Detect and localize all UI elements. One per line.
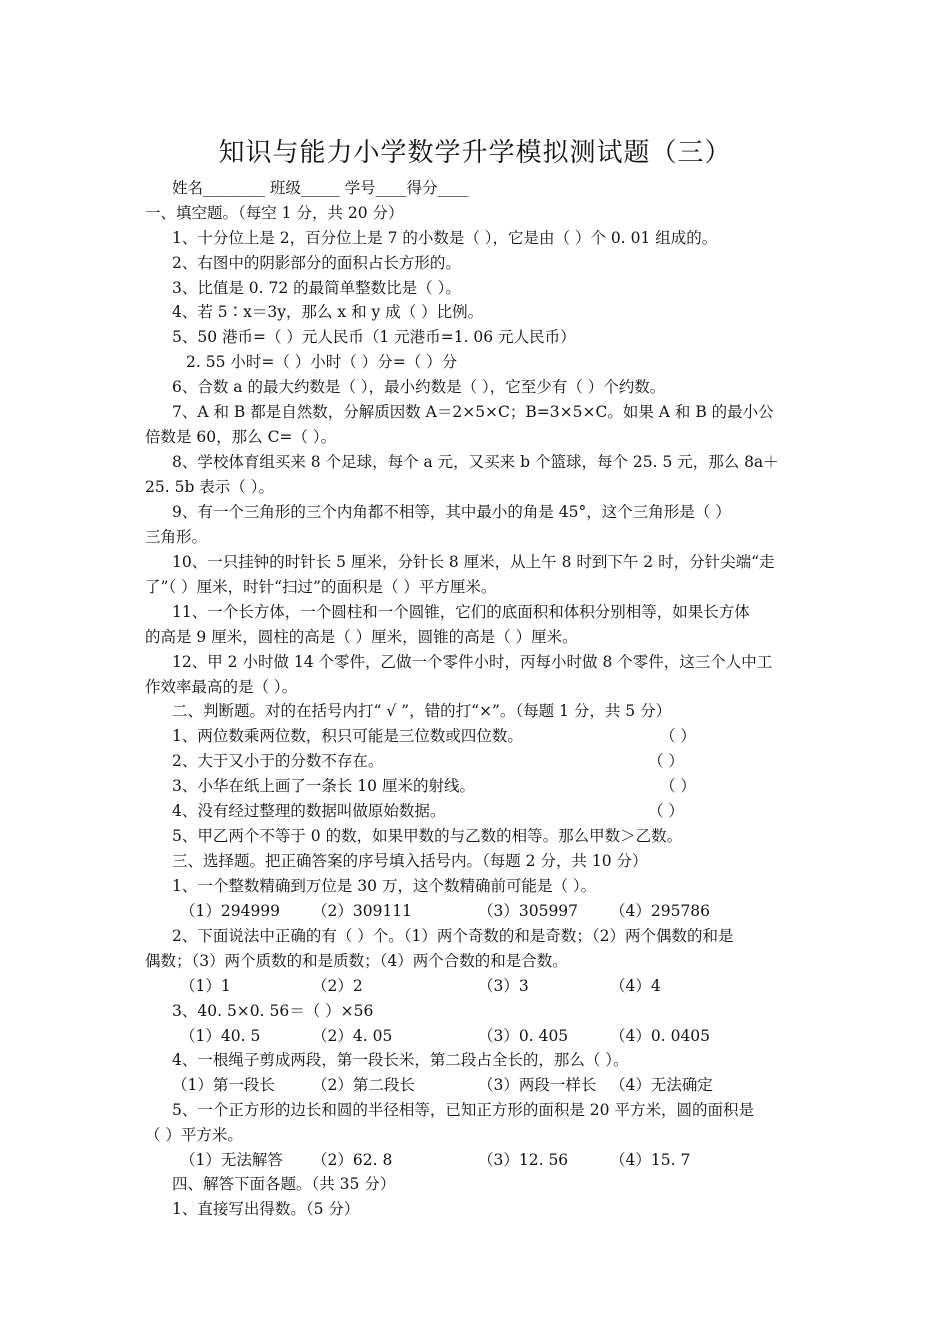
section1-heading: 一、填空题。（每空 1 分，共 20 分） [145,204,404,222]
section3-heading: 三、选择题。把正确答案的序号填入括号内。（每题 2 分，共 10 分） [172,852,648,870]
fill-question-11a: 11、一个长方体，一个圆柱和一个圆锥，它们的底面积和体积分别相等，如果长方体 [172,603,750,621]
option: （1）1 [180,977,231,995]
option: （3）305997 [478,902,579,920]
fill-question-2: 2、右图中的阴影部分的面积占长方形的。 [172,254,461,272]
option: （2）4. 05 [312,1027,393,1045]
option: （1）40. 5 [180,1027,261,1045]
fill-question-7a: 7、A 和 B 都是自然数，分解质因数 A＝2×5×C；B=3×5×C。如果 A 和 B 的最小公 [172,403,774,421]
fill-question-5b: 2. 55 小时=（ ）小时（ ）分=（ ）分 [186,353,458,371]
fill-question-3: 3、比值是 0. 72 的最简单整数比是（ ）。 [172,279,461,297]
fill-question-8a: 8、学校体育组买来 8 个足球，每个 a 元，又买来 b 个篮球，每个 25. 5 元，那么 8a＋ [172,453,779,471]
option: （1）第一段长 [172,1076,275,1094]
judge-answer-paren-4: （ ） [648,802,684,820]
option: （3）12. 56 [478,1151,569,1169]
option: （2）2 [312,977,363,995]
choice-question-5a: 5、一个正方形的边长和圆的半径相等，已知正方形的面积是 20 平方米，圆的面积是 [172,1101,754,1119]
option: （4）15. 7 [610,1151,691,1169]
fill-question-8b: 25. 5b 表示（ ）。 [145,478,274,496]
fill-question-4: 4、若 5∶x＝3y，那么 x 和 y 成（ ）比例。 [172,303,484,321]
choice-question-5b: （ ）平方米。 [145,1126,243,1144]
choice-question-1: 1、一个整数精确到万位是 30 万，这个数精确前可能是（ ）。 [172,877,597,895]
fill-question-10b: 了”（ ）厘米，时针“扫过”的面积是（ ）平方厘米。 [145,578,497,596]
fill-question-6: 6、合数 a 的最大约数是（ ），最小约数是（ ），它至少有（ ）个约数。 [172,378,666,396]
option: （2）309111 [312,902,413,920]
fill-question-7b: 倍数是 60，那么 C=（ ）。 [145,428,337,446]
section2-heading: 二、判断题。对的在括号内打“ √ ”，错的打“×”。（每题 1 分，共 5 分） [172,702,672,720]
option: （4）0. 0405 [610,1027,711,1045]
fill-question-5a: 5、50 港币=（ ）元人民币（1 元港币=1. 06 元人民币） [172,328,576,346]
choice-question-2b: 偶数；（3）两个质数的和是质数；（4）两个合数的和是合数。 [145,952,568,970]
judge-answer-paren-1: （ ） [660,727,696,745]
choice-question-4: 4、一根绳子剪成两段，第一段长米，第二段占全长的，那么（ ）。 [172,1051,629,1069]
option: （2）62. 8 [312,1151,393,1169]
section4-heading: 四、解答下面各题。（共 35 分） [172,1175,396,1193]
answer-question-1: 1、直接写出得数。（5 分） [172,1200,360,1218]
judge-question-3: 3、小华在纸上画了一条长 10 厘米的射线。 [172,777,475,795]
option: （4）4 [610,977,661,995]
option: （3）0. 405 [478,1027,569,1045]
fill-question-10a: 10、一只挂钟的时针长 5 厘米，分针长 8 厘米，从上午 8 时到下午 2 时，分针尖端“走 [172,553,775,571]
judge-question-2: 2、大于又小于的分数不存在。 [172,752,384,770]
judge-question-4: 4、没有经过整理的数据叫做原始数据。 [172,802,446,820]
judge-answer-paren-3: （ ） [660,777,696,795]
judge-question-1: 1、两位数乘两位数，积只可能是三位数或四位数。 [172,727,523,745]
student-info: 姓名________ 班级_____ 学号____得分____ [172,179,469,197]
option: （1）294999 [180,902,281,920]
fill-question-12b: 作效率最高的是（ ）。 [145,678,298,696]
fill-question-12a: 12、甲 2 小时做 14 个零件，乙做一个零件小时，丙每小时做 8 个零件，这三个人中工 [172,653,773,671]
fill-question-9a: 9、有一个三角形的三个内角都不相等，其中最小的角是 45°，这个三角形是（ ） [172,503,731,521]
judge-question-5: 5、甲乙两个不等于 0 的数，如果甲数的与乙数的相等。那么甲数＞乙数。 [172,827,683,845]
option: （3）3 [478,977,529,995]
page-title: 知识与能力小学数学升学模拟测试题（三） [218,138,732,168]
option: （2）第二段长 [312,1076,415,1094]
option: （4）无法确定 [610,1076,713,1094]
fill-question-1: 1、十分位上是 2，百分位上是 7 的小数是（ ），它是由（ ）个 0. 01 组成的。 [172,229,718,247]
option: （1）无法解答 [180,1151,283,1169]
judge-answer-paren-2: （ ） [648,752,684,770]
option: （3）两段一样长 [478,1076,597,1094]
fill-question-9b: 三角形。 [145,528,208,546]
choice-question-2a: 2、下面说法中正确的有（ ）个。（1）两个奇数的和是奇数；（2）两个偶数的和是 [172,927,734,945]
choice-question-3: 3、40. 5×0. 56＝（ ）×56 [172,1002,374,1020]
option: （4）295786 [610,902,711,920]
fill-question-11b: 的高是 9 厘米，圆柱的高是（ ）厘米，圆锥的高是（ ）厘米。 [145,628,578,646]
